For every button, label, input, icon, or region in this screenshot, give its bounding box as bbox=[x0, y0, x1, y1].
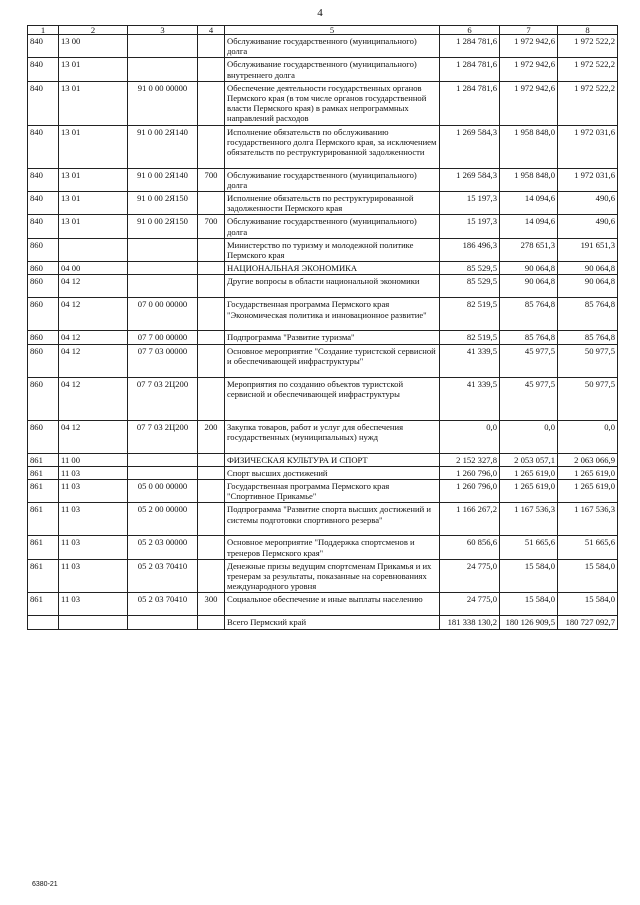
code-expense-type-cell bbox=[198, 466, 225, 479]
code-expense-type-cell: 200 bbox=[198, 420, 225, 453]
header-cell: 2 bbox=[59, 26, 128, 35]
code-expense-type-cell bbox=[198, 377, 225, 420]
amount-year1-cell: 41 339,5 bbox=[440, 344, 500, 377]
code-expense-type-cell bbox=[198, 559, 225, 593]
amount-year2-cell: 2 053 057,1 bbox=[500, 453, 558, 466]
code-section-cell: 11 00 bbox=[59, 453, 128, 466]
code-expense-type-cell: 700 bbox=[198, 168, 225, 191]
table-row bbox=[28, 559, 618, 593]
code-section-cell: 13 01 bbox=[59, 215, 128, 238]
code-admin-cell: 840 bbox=[28, 168, 59, 191]
amount-year3-cell: 490,6 bbox=[558, 215, 618, 238]
code-expense-type-cell bbox=[198, 238, 225, 261]
name-cell: ФИЗИЧЕСКАЯ КУЛЬТУРА И СПОРТ bbox=[225, 453, 440, 466]
amount-year3-cell: 1 265 619,0 bbox=[558, 480, 618, 503]
amount-year2-cell: 15 584,0 bbox=[500, 559, 558, 593]
table-row bbox=[28, 262, 618, 275]
header-cell: 4 bbox=[198, 26, 225, 35]
amount-year3-cell: 15 584,0 bbox=[558, 559, 618, 593]
code-admin-cell: 840 bbox=[28, 35, 59, 58]
amount-year3-cell: 1 972 031,6 bbox=[558, 168, 618, 191]
name-cell: Закупка товаров, работ и услуг для обеспечения государственных (муниципальных) нужд bbox=[225, 420, 440, 453]
header-cell: 3 bbox=[128, 26, 198, 35]
code-section-cell: 11 03 bbox=[59, 503, 128, 536]
amount-year2-cell: 1 265 619,0 bbox=[500, 480, 558, 503]
amount-year3-cell: 0,0 bbox=[558, 420, 618, 453]
amount-year2-cell: 85 764,8 bbox=[500, 331, 558, 344]
code-section-cell: 11 03 bbox=[59, 559, 128, 593]
amount-year1-cell: 1 284 781,6 bbox=[440, 35, 500, 58]
code-admin-cell: 861 bbox=[28, 559, 59, 593]
code-target-cell: 91 0 00 2Я140 bbox=[128, 125, 198, 168]
code-admin-cell: 840 bbox=[28, 58, 59, 81]
code-section-cell: 04 12 bbox=[59, 275, 128, 298]
code-admin-cell: 860 bbox=[28, 420, 59, 453]
amount-year3-cell: 1 972 031,6 bbox=[558, 125, 618, 168]
code-admin-cell: 861 bbox=[28, 593, 59, 616]
amount-year3-cell: 90 064,8 bbox=[558, 275, 618, 298]
code-target-cell: 91 0 00 2Я150 bbox=[128, 215, 198, 238]
code-expense-type-cell: 700 bbox=[198, 215, 225, 238]
name-cell: Социальное обеспечение и иные выплаты населению bbox=[225, 593, 440, 616]
amount-year2-cell: 1 958 848,0 bbox=[500, 168, 558, 191]
table-row bbox=[28, 616, 618, 629]
table-row bbox=[28, 331, 618, 344]
table-row bbox=[28, 238, 618, 261]
table-row bbox=[28, 275, 618, 298]
code-target-cell bbox=[128, 275, 198, 298]
code-admin-cell: 840 bbox=[28, 125, 59, 168]
amount-year3-cell: 1 972 522,2 bbox=[558, 58, 618, 81]
table-row bbox=[28, 377, 618, 420]
code-expense-type-cell bbox=[198, 331, 225, 344]
code-target-cell: 05 2 03 70410 bbox=[128, 593, 198, 616]
amount-year1-cell: 1 260 796,0 bbox=[440, 480, 500, 503]
amount-year3-cell: 85 764,8 bbox=[558, 298, 618, 331]
amount-year3-cell: 15 584,0 bbox=[558, 593, 618, 616]
name-cell: Исполнение обязательств по обслуживанию государственного долга Пермского края, за исключением обязательств по реструктурированной задолженности bbox=[225, 125, 440, 168]
header-row bbox=[28, 26, 618, 35]
amount-year1-cell: 82 519,5 bbox=[440, 331, 500, 344]
code-expense-type-cell bbox=[198, 262, 225, 275]
page-number: 4 bbox=[317, 7, 323, 19]
header-cell: 5 bbox=[225, 26, 440, 35]
table-row bbox=[28, 593, 618, 616]
header-cell: 7 bbox=[500, 26, 558, 35]
code-expense-type-cell bbox=[198, 480, 225, 503]
amount-year3-cell: 85 764,8 bbox=[558, 331, 618, 344]
amount-year2-cell: 85 764,8 bbox=[500, 298, 558, 331]
code-expense-type-cell: 300 bbox=[198, 593, 225, 616]
code-section-cell: 04 12 bbox=[59, 331, 128, 344]
amount-year2-cell: 45 977,5 bbox=[500, 344, 558, 377]
code-expense-type-cell bbox=[198, 298, 225, 331]
amount-year1-cell: 24 775,0 bbox=[440, 559, 500, 593]
amount-year3-cell: 50 977,5 bbox=[558, 344, 618, 377]
code-admin-cell: 860 bbox=[28, 238, 59, 261]
amount-year1-cell: 60 856,6 bbox=[440, 536, 500, 559]
code-section-cell: 13 01 bbox=[59, 81, 128, 125]
amount-year2-cell: 45 977,5 bbox=[500, 377, 558, 420]
code-expense-type-cell bbox=[198, 125, 225, 168]
name-cell: Спорт высших достижений bbox=[225, 466, 440, 479]
document-code: 6380-21 bbox=[32, 881, 58, 888]
name-cell: Подпрограмма "Развитие спорта высших достижений и системы подготовки спортивного резерва" bbox=[225, 503, 440, 536]
amount-year3-cell: 51 665,6 bbox=[558, 536, 618, 559]
amount-year3-cell: 490,6 bbox=[558, 192, 618, 215]
code-admin-cell: 860 bbox=[28, 344, 59, 377]
amount-year2-cell: 1 972 942,6 bbox=[500, 58, 558, 81]
code-section-cell: 13 01 bbox=[59, 192, 128, 215]
code-target-cell: 05 2 03 70410 bbox=[128, 559, 198, 593]
amount-year3-cell: 50 977,5 bbox=[558, 377, 618, 420]
header-cell: 6 bbox=[440, 26, 500, 35]
name-cell: Денежные призы ведущим спортсменам Прикамья и их тренерам за результаты, показанные на соревнованиях международного уровня bbox=[225, 559, 440, 593]
budget-table bbox=[27, 25, 618, 630]
code-target-cell bbox=[128, 453, 198, 466]
code-admin-cell: 840 bbox=[28, 192, 59, 215]
code-expense-type-cell bbox=[198, 35, 225, 58]
code-section-cell: 11 03 bbox=[59, 480, 128, 503]
code-admin-cell: 860 bbox=[28, 262, 59, 275]
code-section-cell: 04 12 bbox=[59, 298, 128, 331]
amount-year2-cell: 51 665,6 bbox=[500, 536, 558, 559]
table-row bbox=[28, 58, 618, 81]
code-target-cell: 07 7 03 2Ц200 bbox=[128, 377, 198, 420]
table-row bbox=[28, 536, 618, 559]
code-admin-cell bbox=[28, 616, 59, 629]
amount-year1-cell: 0,0 bbox=[440, 420, 500, 453]
code-expense-type-cell bbox=[198, 81, 225, 125]
code-admin-cell: 861 bbox=[28, 466, 59, 479]
code-target-cell: 07 0 00 00000 bbox=[128, 298, 198, 331]
header-cell: 8 bbox=[558, 26, 618, 35]
name-cell: Мероприятия по созданию объектов туристской сервисной и обеспечивающей инфраструктуры bbox=[225, 377, 440, 420]
amount-year1-cell: 85 529,5 bbox=[440, 275, 500, 298]
amount-year1-cell: 186 496,3 bbox=[440, 238, 500, 261]
table-row bbox=[28, 81, 618, 125]
code-section-cell bbox=[59, 238, 128, 261]
code-admin-cell: 861 bbox=[28, 503, 59, 536]
name-cell: Государственная программа Пермского края "Экономическая политика и инновационное развитие" bbox=[225, 298, 440, 331]
amount-year3-cell: 90 064,8 bbox=[558, 262, 618, 275]
amount-year1-cell: 1 260 796,0 bbox=[440, 466, 500, 479]
table-row bbox=[28, 420, 618, 453]
name-cell: Обеспечение деятельности государственных органов Пермского края (в том числе органов государственной власти Пермского края) в рамках непрограммных направлений расходов bbox=[225, 81, 440, 125]
name-cell: Другие вопросы в области национальной экономики bbox=[225, 275, 440, 298]
table-row bbox=[28, 480, 618, 503]
table-row bbox=[28, 215, 618, 238]
table-row bbox=[28, 168, 618, 191]
name-cell: Основное мероприятие "Поддержка спортсменов и тренеров Пермского края" bbox=[225, 536, 440, 559]
code-target-cell bbox=[128, 35, 198, 58]
amount-year2-cell: 15 584,0 bbox=[500, 593, 558, 616]
code-target-cell: 91 0 00 2Я140 bbox=[128, 168, 198, 191]
name-cell: Обслуживание государственного (муниципального) долга bbox=[225, 215, 440, 238]
code-admin-cell: 840 bbox=[28, 215, 59, 238]
amount-year1-cell: 41 339,5 bbox=[440, 377, 500, 420]
code-target-cell bbox=[128, 466, 198, 479]
header-cell: 1 bbox=[28, 26, 59, 35]
code-section-cell: 04 12 bbox=[59, 420, 128, 453]
amount-year3-cell: 1 167 536,3 bbox=[558, 503, 618, 536]
table-row bbox=[28, 453, 618, 466]
code-target-cell bbox=[128, 58, 198, 81]
amount-year2-cell: 90 064,8 bbox=[500, 275, 558, 298]
amount-year3-cell: 180 727 092,7 bbox=[558, 616, 618, 629]
name-cell: Обслуживание государственного (муниципального) долга bbox=[225, 168, 440, 191]
amount-year1-cell: 24 775,0 bbox=[440, 593, 500, 616]
amount-year3-cell: 2 063 066,9 bbox=[558, 453, 618, 466]
amount-year1-cell: 1 269 584,3 bbox=[440, 168, 500, 191]
amount-year2-cell: 1 972 942,6 bbox=[500, 81, 558, 125]
amount-year1-cell: 15 197,3 bbox=[440, 215, 500, 238]
code-expense-type-cell bbox=[198, 503, 225, 536]
code-admin-cell: 840 bbox=[28, 81, 59, 125]
code-section-cell: 04 12 bbox=[59, 344, 128, 377]
amount-year3-cell: 191 651,3 bbox=[558, 238, 618, 261]
code-target-cell bbox=[128, 616, 198, 629]
amount-year2-cell: 1 167 536,3 bbox=[500, 503, 558, 536]
code-section-cell: 11 03 bbox=[59, 466, 128, 479]
amount-year3-cell: 1 972 522,2 bbox=[558, 35, 618, 58]
code-target-cell: 05 2 03 00000 bbox=[128, 536, 198, 559]
amount-year2-cell: 180 126 909,5 bbox=[500, 616, 558, 629]
amount-year2-cell: 0,0 bbox=[500, 420, 558, 453]
name-cell: НАЦИОНАЛЬНАЯ ЭКОНОМИКА bbox=[225, 262, 440, 275]
table-row bbox=[28, 466, 618, 479]
table-row bbox=[28, 298, 618, 331]
code-admin-cell: 860 bbox=[28, 331, 59, 344]
code-target-cell bbox=[128, 238, 198, 261]
amount-year2-cell: 1 972 942,6 bbox=[500, 35, 558, 58]
amount-year1-cell: 181 338 130,2 bbox=[440, 616, 500, 629]
name-cell: Министерство по туризму и молодежной политике Пермского края bbox=[225, 238, 440, 261]
code-expense-type-cell bbox=[198, 275, 225, 298]
name-cell: Государственная программа Пермского края "Спортивное Прикамье" bbox=[225, 480, 440, 503]
code-expense-type-cell bbox=[198, 58, 225, 81]
code-section-cell: 11 03 bbox=[59, 593, 128, 616]
table-row bbox=[28, 35, 618, 58]
code-target-cell: 05 0 00 00000 bbox=[128, 480, 198, 503]
amount-year1-cell: 2 152 327,8 bbox=[440, 453, 500, 466]
code-admin-cell: 861 bbox=[28, 480, 59, 503]
amount-year1-cell: 85 529,5 bbox=[440, 262, 500, 275]
amount-year2-cell: 278 651,3 bbox=[500, 238, 558, 261]
table-row bbox=[28, 344, 618, 377]
code-target-cell bbox=[128, 262, 198, 275]
code-admin-cell: 860 bbox=[28, 377, 59, 420]
code-admin-cell: 861 bbox=[28, 536, 59, 559]
code-section-cell: 13 01 bbox=[59, 125, 128, 168]
amount-year2-cell: 90 064,8 bbox=[500, 262, 558, 275]
name-cell: Обслуживание государственного (муниципального) долга bbox=[225, 35, 440, 58]
amount-year1-cell: 1 284 781,6 bbox=[440, 81, 500, 125]
table-row bbox=[28, 503, 618, 536]
name-cell: Исполнение обязательств по реструктурированной задолженности Пермского края bbox=[225, 192, 440, 215]
amount-year3-cell: 1 265 619,0 bbox=[558, 466, 618, 479]
code-target-cell: 05 2 00 00000 bbox=[128, 503, 198, 536]
code-section-cell: 13 01 bbox=[59, 168, 128, 191]
name-cell: Основное мероприятие "Создание туристской сервисной и обеспечивающей инфраструктуры" bbox=[225, 344, 440, 377]
amount-year1-cell: 1 166 267,2 bbox=[440, 503, 500, 536]
name-cell: Подпрограмма "Развитие туризма" bbox=[225, 331, 440, 344]
table-row bbox=[28, 192, 618, 215]
code-admin-cell: 861 bbox=[28, 453, 59, 466]
code-admin-cell: 860 bbox=[28, 275, 59, 298]
code-target-cell: 91 0 00 00000 bbox=[128, 81, 198, 125]
name-cell: Всего Пермский край bbox=[225, 616, 440, 629]
table-row bbox=[28, 125, 618, 168]
code-section-cell bbox=[59, 616, 128, 629]
amount-year2-cell: 1 265 619,0 bbox=[500, 466, 558, 479]
code-expense-type-cell bbox=[198, 192, 225, 215]
code-target-cell: 07 7 03 00000 bbox=[128, 344, 198, 377]
amount-year2-cell: 14 094,6 bbox=[500, 215, 558, 238]
amount-year3-cell: 1 972 522,2 bbox=[558, 81, 618, 125]
code-section-cell: 04 12 bbox=[59, 377, 128, 420]
amount-year2-cell: 1 958 848,0 bbox=[500, 125, 558, 168]
amount-year1-cell: 1 284 781,6 bbox=[440, 58, 500, 81]
code-section-cell: 13 00 bbox=[59, 35, 128, 58]
code-expense-type-cell bbox=[198, 536, 225, 559]
code-target-cell: 07 7 03 2Ц200 bbox=[128, 420, 198, 453]
code-expense-type-cell bbox=[198, 616, 225, 629]
code-section-cell: 13 01 bbox=[59, 58, 128, 81]
code-target-cell: 07 7 00 00000 bbox=[128, 331, 198, 344]
code-admin-cell: 860 bbox=[28, 298, 59, 331]
amount-year1-cell: 1 269 584,3 bbox=[440, 125, 500, 168]
code-expense-type-cell bbox=[198, 453, 225, 466]
amount-year1-cell: 15 197,3 bbox=[440, 192, 500, 215]
amount-year2-cell: 14 094,6 bbox=[500, 192, 558, 215]
code-target-cell: 91 0 00 2Я150 bbox=[128, 192, 198, 215]
name-cell: Обслуживание государственного (муниципального) внутреннего долга bbox=[225, 58, 440, 81]
code-section-cell: 11 03 bbox=[59, 536, 128, 559]
code-expense-type-cell bbox=[198, 344, 225, 377]
code-section-cell: 04 00 bbox=[59, 262, 128, 275]
amount-year1-cell: 82 519,5 bbox=[440, 298, 500, 331]
